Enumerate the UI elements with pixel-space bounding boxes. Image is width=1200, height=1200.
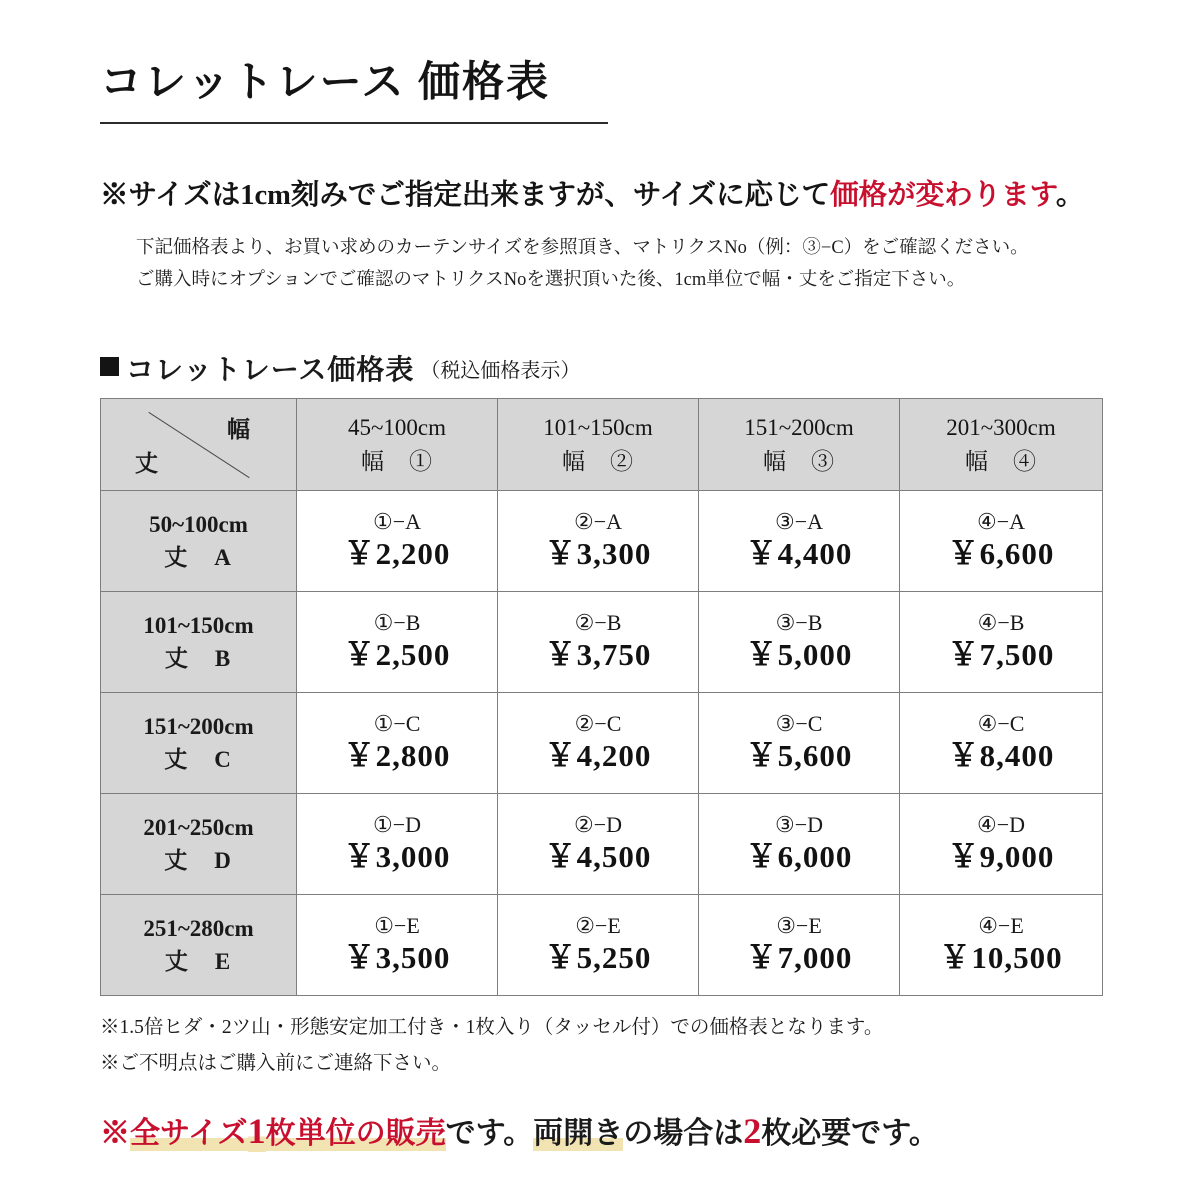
column-header-4 [900, 399, 1103, 491]
cell-1-b-price: ￥2,500 [343, 637, 451, 673]
row-header-b-code: 丈 B [164, 646, 233, 671]
cell-4-d [900, 794, 1103, 895]
cell-3-a [699, 491, 900, 592]
cell-4-b-price: ￥7,500 [947, 637, 1055, 673]
title-block [100, 58, 1100, 124]
row-header-e-code: 丈 E [164, 949, 233, 974]
cell-3-e-code: ③−E [776, 912, 822, 938]
cell-3-a-code: ③−A [774, 508, 824, 534]
final-note-p8: 2 [743, 1111, 762, 1151]
table-corner-cell [101, 399, 297, 491]
column-header-4-range: 201~300cm [946, 415, 1056, 441]
cell-4-c-price: ￥8,400 [947, 738, 1055, 774]
cell-2-e-price: ￥5,250 [544, 940, 652, 976]
cell-2-d-price: ￥4,500 [544, 839, 652, 875]
section-heading-sub: （税込価格表示） [420, 359, 581, 382]
final-note-p4: 枚単位の販売 [265, 1117, 446, 1150]
cell-2-e-code: ②−E [575, 912, 621, 938]
section-heading-main: コレットレース価格表 [126, 355, 415, 386]
column-header-2-code: 幅 ② [562, 448, 634, 474]
page-title: コレットレース 価格表 [100, 60, 550, 106]
cell-3-b [699, 592, 900, 693]
cell-1-a [297, 491, 498, 592]
final-note-p1: ※ [100, 1117, 130, 1150]
row-header-c-code: 丈 C [164, 747, 233, 772]
column-header-3 [699, 399, 900, 491]
column-header-3-code: 幅 ③ [763, 448, 835, 474]
row-header-d-range: 201~250cm [143, 814, 254, 840]
cell-2-a [498, 491, 699, 592]
cell-4-b-code: ④−B [977, 609, 1025, 635]
cell-2-b-price: ￥3,750 [544, 637, 652, 673]
row-header-a-range: 50~100cm [149, 511, 248, 537]
cell-1-b [297, 592, 498, 693]
row-header-c-range: 151~200cm [143, 713, 254, 739]
cell-4-c [900, 693, 1103, 794]
corner-height-label: 丈 [135, 451, 158, 476]
table-row [101, 592, 1103, 693]
final-note-p9: 枚必要です。 [761, 1117, 939, 1150]
row-header-e [101, 895, 297, 996]
cell-1-d [297, 794, 498, 895]
cell-3-b-code: ③−B [775, 609, 823, 635]
cell-1-a-code: ①−A [372, 508, 422, 534]
final-note-p6: 両開き [533, 1117, 624, 1150]
column-header-4-code: 幅 ④ [965, 448, 1037, 474]
row-header-b-range: 101~150cm [143, 612, 254, 638]
size-notice-prefix: ※サイズは1cm刻みでご指定出来ますが、サイズに応じて [100, 180, 831, 211]
table-row [101, 895, 1103, 996]
cell-4-a-price: ￥6,600 [947, 536, 1055, 572]
cell-2-c [498, 693, 699, 794]
cell-2-b [498, 592, 699, 693]
cell-4-d-code: ④−D [976, 811, 1026, 837]
cell-2-a-code: ②−A [573, 508, 623, 534]
table-row [101, 794, 1103, 895]
cell-4-e-price: ￥10,500 [939, 940, 1063, 976]
cell-4-e-code: ④−E [978, 912, 1024, 938]
cell-3-e [699, 895, 900, 996]
cell-1-c-price: ￥2,800 [343, 738, 451, 774]
cell-4-c-code: ④−C [977, 710, 1025, 736]
column-header-3-range: 151~200cm [744, 415, 854, 441]
final-note [100, 1108, 939, 1152]
column-header-1 [297, 399, 498, 491]
cell-3-b-price: ￥5,000 [745, 637, 853, 673]
column-header-2 [498, 399, 699, 491]
size-notice-highlight: 価格が変わります [830, 180, 1056, 211]
corner-width-label: 幅 [227, 417, 250, 442]
cell-1-e-price: ￥3,500 [343, 940, 451, 976]
column-header-2-range: 101~150cm [543, 415, 653, 441]
cell-1-b-code: ①−B [373, 609, 421, 635]
cell-2-a-price: ￥3,300 [544, 536, 652, 572]
cell-1-c [297, 693, 498, 794]
cell-2-d-code: ②−D [573, 811, 623, 837]
cell-3-a-price: ￥4,400 [745, 536, 853, 572]
row-header-d-code: 丈 D [164, 848, 233, 873]
row-header-e-range: 251~280cm [143, 915, 254, 941]
row-header-b [101, 592, 297, 693]
cell-4-a-code: ④−A [976, 508, 1026, 534]
sub-notes [136, 232, 1096, 297]
cell-1-c-code: ①−C [373, 710, 421, 736]
cell-3-c [699, 693, 900, 794]
price-table [100, 398, 1103, 996]
cell-2-b-code: ②−B [574, 609, 622, 635]
table-row [101, 491, 1103, 592]
row-header-d [101, 794, 297, 895]
row-header-a-code: 丈 A [164, 545, 233, 570]
cell-3-c-price: ￥5,600 [745, 738, 853, 774]
cell-2-c-price: ￥4,200 [544, 738, 652, 774]
cell-3-e-price: ￥7,000 [745, 940, 853, 976]
cell-1-e-code: ①−E [374, 912, 420, 938]
footnotes [100, 1010, 1120, 1082]
row-header-c [101, 693, 297, 794]
footnote-1: ※1.5倍ヒダ・2ツ山・形態安定加工付き・1枚入り（タッセル付）での価格表となります。 [100, 1017, 884, 1038]
size-notice-suffix: 。 [1055, 180, 1085, 211]
column-header-1-code: 幅 ① [361, 448, 433, 474]
cell-4-d-price: ￥9,000 [947, 839, 1055, 875]
cell-2-e [498, 895, 699, 996]
cell-1-e [297, 895, 498, 996]
cell-3-c-code: ③−C [775, 710, 823, 736]
table-header-row [101, 399, 1103, 491]
sub-note-line-1: 下記価格表より、お買い求めのカーテンサイズを参照頂き、マトリクスNo（例：③−C）をご確認ください。 [136, 238, 1029, 258]
cell-4-b [900, 592, 1103, 693]
footnote-2: ※ご不明点はご購入前にご連絡下さい。 [100, 1053, 452, 1075]
cell-3-d [699, 794, 900, 895]
square-bullet-icon [100, 357, 119, 376]
cell-2-c-code: ②−C [574, 710, 622, 736]
size-notice [100, 172, 1130, 213]
cell-1-d-price: ￥3,000 [343, 839, 451, 875]
final-note-p2: 全サイズ [130, 1117, 248, 1150]
final-note-p7: の場合は [623, 1117, 744, 1150]
cell-4-a [900, 491, 1103, 592]
final-note-p3: 1 [247, 1111, 266, 1151]
cell-3-d-code: ③−D [774, 811, 824, 837]
title-divider [100, 122, 608, 124]
sub-note-line-2: ご購入時にオプションでご確認のマトリクスNoを選択頂いた後、1cm単位で幅・丈をご指定下さい。 [136, 270, 966, 291]
section-heading [100, 348, 580, 388]
cell-3-d-price: ￥6,000 [745, 839, 853, 875]
cell-4-e [900, 895, 1103, 996]
cell-1-a-price: ￥2,200 [343, 536, 451, 572]
final-note-p5: です。 [445, 1117, 534, 1150]
column-header-1-range: 45~100cm [347, 415, 447, 441]
row-header-a [101, 491, 297, 592]
table-row [101, 693, 1103, 794]
cell-1-d-code: ①−D [372, 811, 422, 837]
cell-2-d [498, 794, 699, 895]
